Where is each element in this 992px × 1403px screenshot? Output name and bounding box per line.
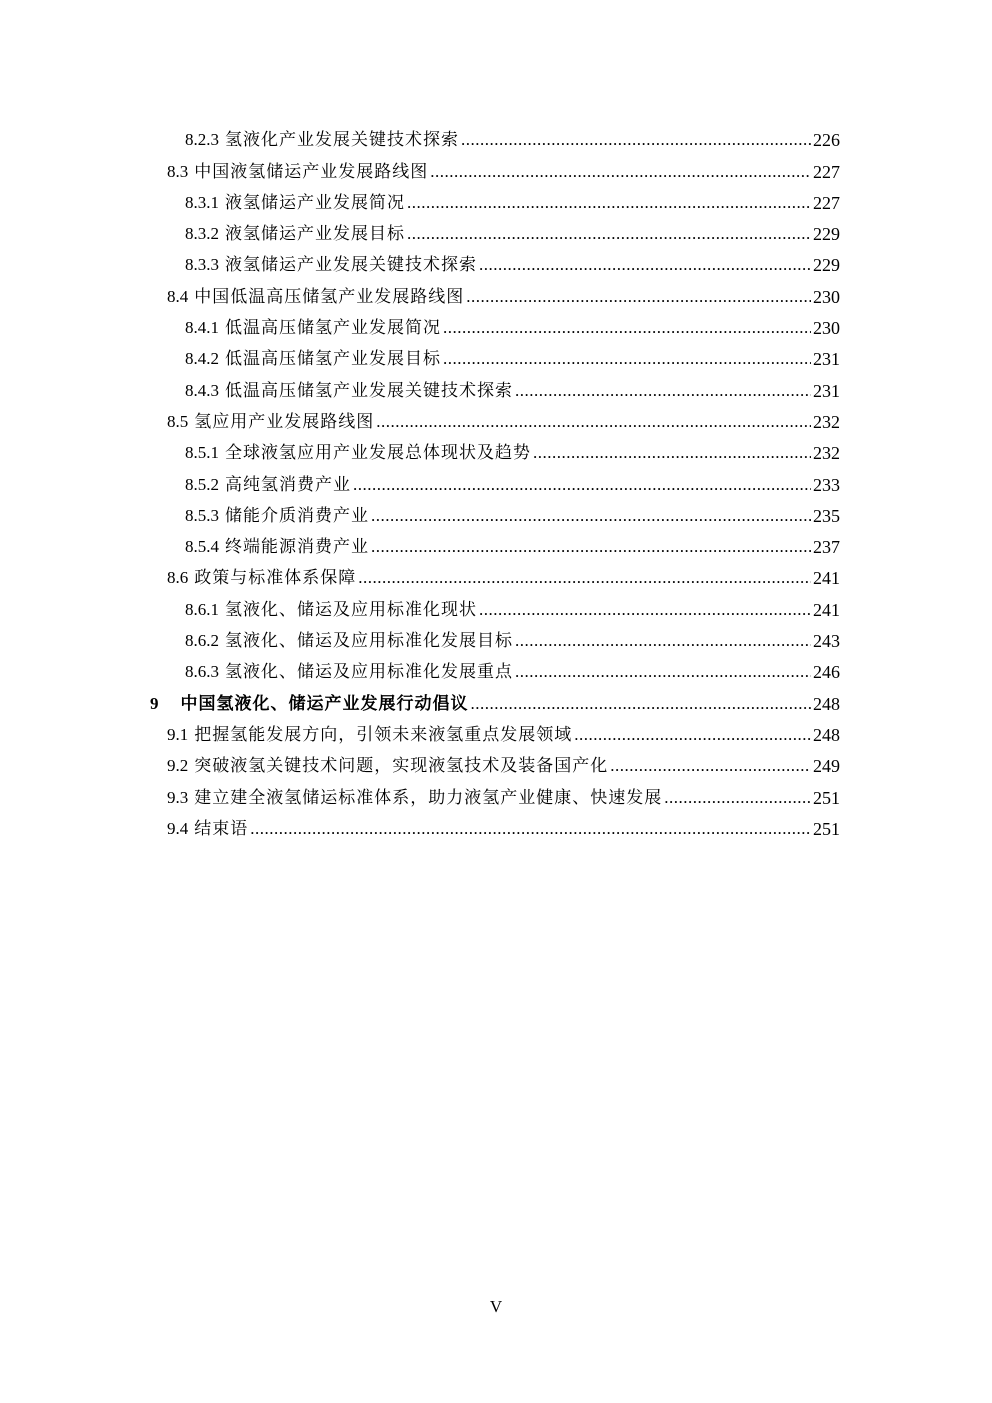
- toc-dot-leader: [479, 254, 811, 276]
- toc-entry[interactable]: [0, 683, 992, 714]
- toc-entry-number: 8.4: [167, 286, 189, 306]
- toc-entry-page: 231: [813, 380, 840, 401]
- toc-entry-page: 229: [813, 255, 840, 276]
- toc-entry-number: 8.4.1: [185, 318, 219, 338]
- toc-entry[interactable]: [0, 339, 992, 370]
- toc-entry-title: 氢液化、储运及应用标准化发展目标: [225, 631, 513, 652]
- toc-dot-leader: [664, 787, 811, 809]
- table-of-contents: [0, 120, 992, 840]
- toc-entry-number: 9.2: [167, 756, 189, 776]
- toc-dot-leader: [515, 380, 811, 402]
- toc-dot-leader: [515, 630, 811, 652]
- toc-dot-leader: [353, 474, 811, 496]
- toc-entry-number: 8.4.3: [185, 380, 219, 400]
- toc-entry-page: 241: [813, 568, 840, 589]
- toc-entry-number: 8.6.3: [185, 662, 219, 682]
- toc-dot-leader: [407, 192, 811, 214]
- toc-entry-number: 8.3.2: [185, 224, 219, 244]
- toc-entry-page: 232: [813, 411, 840, 432]
- toc-entry[interactable]: [0, 652, 992, 683]
- toc-entry[interactable]: [0, 120, 992, 151]
- toc-entry-title: 氢应用产业发展路线图: [194, 411, 375, 432]
- toc-entry-title: 氢液化产业发展关键技术探索: [225, 130, 459, 151]
- toc-entry-title: 低温高压储氢产业发展关键技术探索: [225, 380, 513, 401]
- toc-dot-leader: [443, 348, 811, 370]
- toc-dot-leader: [430, 161, 811, 183]
- toc-entry-number: 8.3.1: [185, 192, 219, 212]
- toc-entry-page: 243: [813, 631, 840, 652]
- toc-entry-title: 中国低温高压储氢产业发展路线图: [194, 286, 465, 307]
- toc-entry[interactable]: [0, 276, 992, 307]
- toc-dot-leader: [533, 442, 811, 464]
- toc-dot-leader: [443, 317, 811, 339]
- toc-entry[interactable]: [0, 746, 992, 777]
- toc-entry-title: 液氢储运产业发展关键技术探索: [225, 255, 477, 276]
- toc-entry-number: 9.1: [167, 724, 189, 744]
- toc-dot-leader: [250, 818, 811, 840]
- toc-dot-leader: [407, 223, 811, 245]
- toc-entry[interactable]: [0, 214, 992, 245]
- toc-entry-number: 9: [150, 693, 159, 713]
- toc-entry[interactable]: [0, 308, 992, 339]
- page-number-footer: V: [489, 1297, 503, 1316]
- toc-entry-page: 233: [813, 474, 840, 495]
- toc-entry-number: 8.6.2: [185, 631, 219, 651]
- toc-entry-page: 248: [813, 693, 840, 714]
- toc-entry-page: 241: [813, 599, 840, 620]
- toc-entry-title: 中国液氢储运产业发展路线图: [194, 161, 429, 182]
- toc-dot-leader: [358, 567, 811, 589]
- toc-entry-page: 237: [813, 537, 840, 558]
- toc-entry-number: 8.5.3: [185, 505, 219, 525]
- toc-entry[interactable]: [0, 151, 992, 182]
- toc-entry-title: 储能介质消费产业: [225, 505, 369, 526]
- toc-entry-number: 9.3: [167, 787, 189, 807]
- toc-dot-leader: [371, 536, 811, 558]
- toc-entry-title: 高纯氢消费产业: [225, 474, 351, 495]
- toc-entry[interactable]: [0, 433, 992, 464]
- toc-entry[interactable]: [0, 402, 992, 433]
- toc-entry-number: 8.6: [167, 568, 189, 588]
- toc-entry[interactable]: [0, 809, 992, 840]
- toc-dot-leader: [574, 724, 811, 746]
- toc-entry-title: 全球液氢应用产业发展总体现状及趋势: [225, 443, 531, 464]
- toc-entry[interactable]: [0, 245, 992, 276]
- toc-entry-page: 235: [813, 505, 840, 526]
- toc-entry-title: 中国氢液化、储运产业发展行动倡议: [180, 693, 469, 714]
- toc-entry-page: 227: [813, 192, 840, 213]
- toc-dot-leader: [471, 693, 812, 715]
- toc-entry-title: 氢液化、储运及应用标准化现状: [225, 599, 477, 620]
- toc-entry-number: 8.5.4: [185, 537, 219, 557]
- toc-entry-title: 低温高压储氢产业发展简况: [225, 318, 441, 339]
- toc-entry-page: 232: [813, 443, 840, 464]
- toc-entry-title: 低温高压储氢产业发展目标: [225, 349, 441, 370]
- toc-entry[interactable]: [0, 589, 992, 620]
- toc-entry-page: 246: [813, 662, 840, 683]
- toc-entry-title: 把握氢能发展方向，引领未来液氢重点发展领域: [194, 724, 573, 745]
- toc-entry-number: 8.3: [167, 161, 189, 181]
- toc-entry-page: 230: [813, 286, 840, 307]
- toc-entry-title: 政策与标准体系保障: [194, 568, 357, 589]
- toc-entry[interactable]: [0, 183, 992, 214]
- toc-entry-page: 227: [813, 161, 840, 182]
- toc-entry[interactable]: [0, 464, 992, 495]
- toc-entry-number: 8.5.1: [185, 443, 219, 463]
- toc-entry[interactable]: [0, 370, 992, 401]
- toc-entry-title: 突破液氢关键技术问题，实现液氢技术及装备国产化: [194, 756, 609, 777]
- toc-entry-number: 8.3.3: [185, 255, 219, 275]
- toc-entry[interactable]: [0, 496, 992, 527]
- toc-entry-number: 8.6.1: [185, 599, 219, 619]
- toc-entry-page: 230: [813, 318, 840, 339]
- toc-entry[interactable]: [0, 621, 992, 652]
- toc-entry[interactable]: [0, 715, 992, 746]
- toc-entry[interactable]: [0, 527, 992, 558]
- toc-entry-title: 氢液化、储运及应用标准化发展重点: [225, 662, 513, 683]
- toc-entry-page: 229: [813, 224, 840, 245]
- toc-dot-leader: [479, 599, 811, 621]
- toc-entry-title: 液氢储运产业发展目标: [225, 224, 405, 245]
- toc-entry-number: 8.4.2: [185, 349, 219, 369]
- toc-dot-leader: [461, 129, 811, 151]
- toc-entry-title: 液氢储运产业发展简况: [225, 192, 405, 213]
- toc-dot-leader: [371, 505, 811, 527]
- toc-entry-title: 建立建全液氢储运标准体系，助力液氢产业健康、快速发展: [194, 787, 663, 808]
- toc-dot-leader: [466, 286, 811, 308]
- toc-dot-leader: [610, 755, 811, 777]
- toc-dot-leader: [515, 661, 811, 683]
- toc-dot-leader: [376, 411, 811, 433]
- toc-entry-number: 8.5.2: [185, 474, 219, 494]
- toc-entry-page: 248: [813, 724, 840, 745]
- toc-entry-title: 终端能源消费产业: [225, 537, 369, 558]
- toc-entry-page: 249: [813, 756, 840, 777]
- toc-entry-number: 9.4: [167, 818, 189, 838]
- toc-entry-page: 251: [813, 818, 840, 839]
- toc-entry-title: 结束语: [194, 818, 249, 839]
- toc-entry-page: 231: [813, 349, 840, 370]
- toc-entry[interactable]: [0, 777, 992, 808]
- toc-entry[interactable]: [0, 558, 992, 589]
- toc-entry-number: 8.2.3: [185, 130, 219, 150]
- toc-entry-number: 8.5: [167, 411, 189, 431]
- toc-entry-page: 251: [813, 787, 840, 808]
- toc-entry-page: 226: [813, 130, 840, 151]
